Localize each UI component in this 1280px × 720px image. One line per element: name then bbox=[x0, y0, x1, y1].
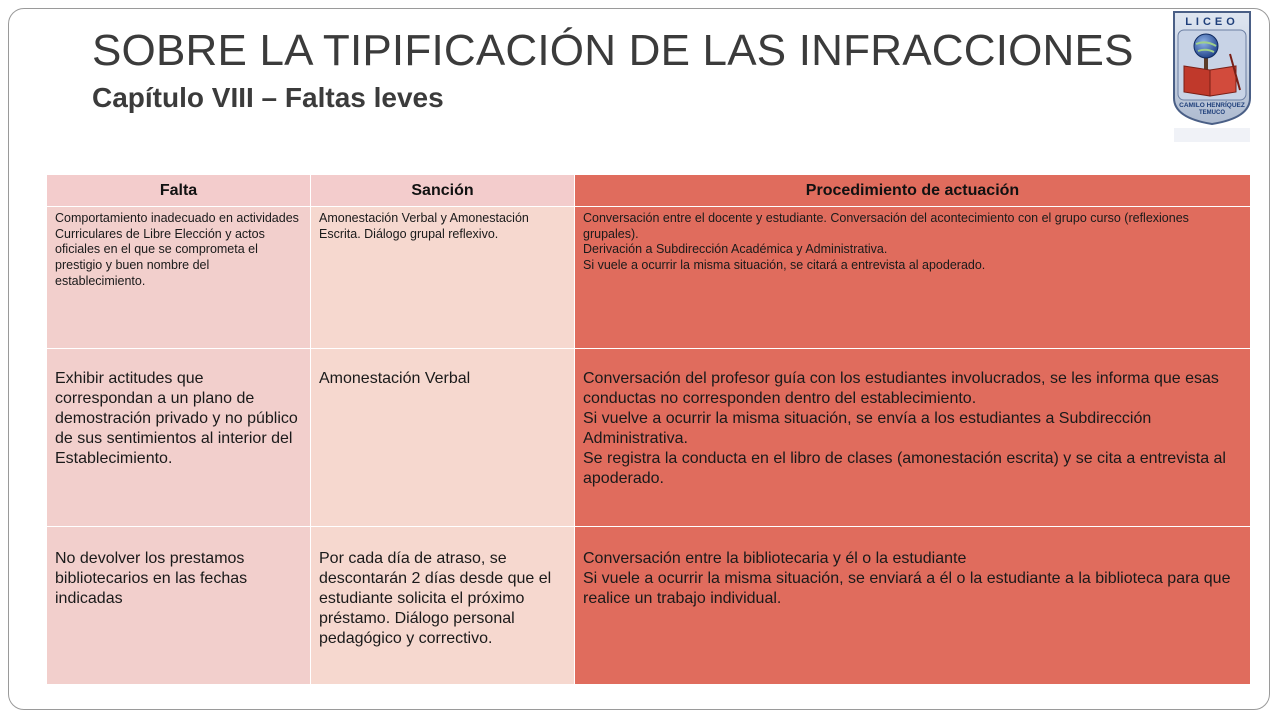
cell-procedimiento bbox=[575, 349, 1251, 527]
cell-procedimiento bbox=[575, 527, 1251, 685]
header-procedimiento: Procedimiento de actuación bbox=[575, 175, 1251, 207]
cell-sancion: Amonestación Verbal y Amonestación Escrita. Diálogo grupal reflexivo. bbox=[311, 207, 575, 349]
procedure-line: Si vuele a ocurrir la misma situación, se citará a entrevista al apoderado. bbox=[583, 257, 986, 272]
cell-sancion: Amonestación Verbal bbox=[311, 349, 575, 527]
table-row bbox=[47, 349, 1251, 527]
procedure-line: Se registra la conducta en el libro de clases (amonestación escrita) y se cita a entrevista al apoderado. bbox=[583, 450, 1226, 487]
logo-school-name: CAMILO HENRÍQUEZ bbox=[1179, 102, 1245, 109]
cell-falta: No devolver los prestamos bibliotecarios en las fechas indicadas bbox=[47, 527, 311, 685]
table-header-row bbox=[47, 175, 1251, 207]
infractions-table bbox=[46, 174, 1251, 685]
header-falta: Falta bbox=[47, 175, 311, 207]
logo-title: LICEO bbox=[1185, 16, 1239, 28]
school-logo bbox=[1170, 6, 1254, 146]
cell-falta: Exhibir actitudes que correspondan a un plano de demostración privado y no público de sus sentimientos al interior del Establecimiento. bbox=[47, 349, 311, 527]
procedure-line: Si vuelve a ocurrir la misma situación, se envía a los estudiantes a Subdirección Administrativa. bbox=[583, 410, 1152, 447]
cell-procedimiento bbox=[575, 207, 1251, 349]
procedure-line: Conversación entre la bibliotecaria y él o la estudiante bbox=[583, 550, 967, 567]
cell-falta: Comportamiento inadecuado en actividades Curriculares de Libre Elección y actos oficiales en el que se comprometa el prestigio y buen nombre del establecimiento. bbox=[47, 207, 311, 349]
cell-sancion: Por cada día de atraso, se descontarán 2 días desde que el estudiante solicita el próximo préstamo. Diálogo personal pedagógico y correctivo. bbox=[311, 527, 575, 685]
procedure-line: Conversación del profesor guía con los estudiantes involucrados, se les informa que esas conductas no corresponden dentro del establecimiento. bbox=[583, 370, 1219, 407]
procedure-line: Si vuele a ocurrir la misma situación, se enviará a él o la estudiante a la biblioteca para que realice un trabajo individual. bbox=[583, 570, 1231, 607]
page-subtitle: Capítulo VIII – Faltas leves bbox=[92, 82, 444, 113]
logo-city: TEMUCO bbox=[1199, 110, 1225, 116]
table-row bbox=[47, 527, 1251, 685]
table-row bbox=[47, 207, 1251, 349]
header-sancion: Sanción bbox=[311, 175, 575, 207]
procedure-line: Conversación entre el docente y estudiante. Conversación del acontecimiento con el grupo curso (reflexiones grupales). bbox=[583, 211, 1189, 241]
page-title: SOBRE LA TIPIFICACIÓN DE LAS INFRACCIONES bbox=[92, 26, 1134, 75]
procedure-line: Derivación a Subdirección Académica y Administrativa. bbox=[583, 242, 888, 257]
